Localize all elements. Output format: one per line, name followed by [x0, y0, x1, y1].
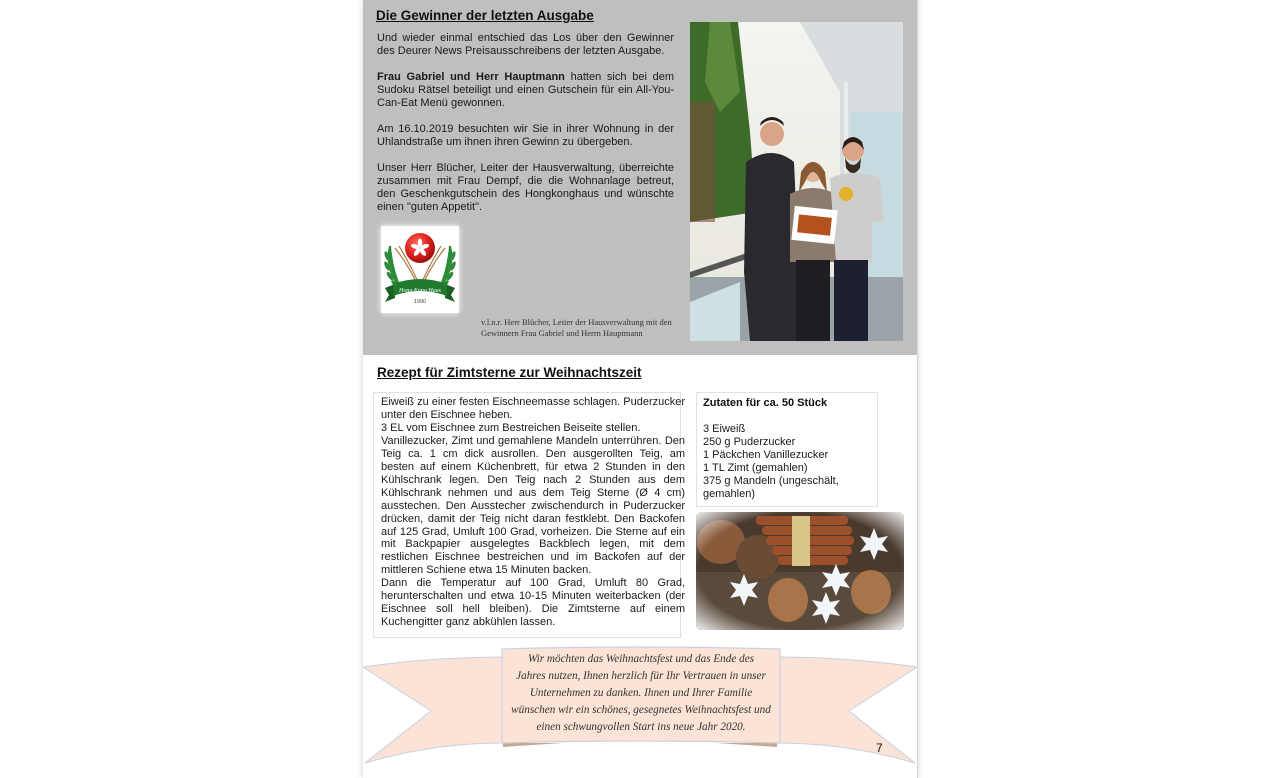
ingredient-item: 1 Päckchen Vanillezucker	[703, 449, 829, 461]
cinnamon-stars-photo	[696, 512, 904, 630]
recipe-step: 3 EL vom Eischnee zum Bestreichen Beiseite stellen.	[381, 421, 641, 434]
greeting-banner	[363, 645, 917, 778]
ingredient-item: 250 g Puderzucker	[703, 436, 796, 448]
ingredient-item: 1 TL Zimt (gemahlen)	[703, 462, 808, 474]
recipe-step: Dann die Temperatur auf 100 Grad, Umluft 80 Grad, herunterschalten und etwa 10-15 Minuten weiterbacken (der Eischnee soll hell bleiben). Die Zimtsterne auf einem Kuchengitter ganz abkühlen lassen.	[381, 577, 685, 629]
winners-paragraph-4: Unser Herr Blücher, Leiter der Hausverwaltung, überreichte zusammen mit Frau Dempf, die die Wohnanlage betreut, den Geschenkgutschein des Hongkonghaus und wünschte einen "guten Appetit".	[377, 162, 674, 213]
recipe-heading: Rezept für Zimtsterne zur Weihnachtszeit	[377, 365, 642, 380]
winners-heading: Die Gewinner der letzten Ausgabe	[376, 8, 594, 23]
logo-script-text: Hong Kong Haus	[398, 288, 442, 294]
recipe-instructions	[381, 396, 685, 629]
hong-kong-haus-logo	[381, 226, 459, 313]
ingredients-heading: Zutaten für ca. 50 Stück	[703, 397, 828, 409]
winners-names: Frau Gabriel und Herr Hauptmann	[377, 71, 565, 83]
greeting-text	[502, 651, 780, 736]
logo-year: 1990	[413, 299, 427, 305]
page-number: 7	[876, 741, 883, 755]
winners-paragraph-1: Und wieder einmal entschied das Los über den Gewinner des Deurer News Preisausschreibens der letzten Ausgabe.	[377, 32, 674, 57]
winners-paragraph-2-text: hatten sich bei dem Sudoku Rätsel beteiligt und einen Gutschein für ein All-You-Can-Eat Menü gewonnen.	[377, 71, 675, 109]
ingredient-item: 3 Eiweiß	[703, 423, 746, 435]
greeting-line: Wir möchten das Weihnachtsfest und das Ende des	[527, 653, 755, 665]
ingredient-item: 375 g Mandeln (ungeschält, gemahlen)	[703, 475, 839, 500]
winners-paragraph-2	[377, 71, 674, 110]
greeting-line: Jahres nutzen, Ihnen herzlich für Ihr Vertrauen in unser	[516, 670, 766, 682]
greeting-line: Unternehmen zu danken. Ihnen und Ihrer Familie	[529, 687, 753, 699]
document-page	[363, 0, 918, 778]
greeting-line: wünschen wir ein schönes, gesegnetes Weihnachtsfest und	[511, 704, 771, 716]
greeting-line: einen schwungvollen Start ins neue Jahr 2020.	[536, 721, 746, 733]
winners-paragraph-3: Am 16.10.2019 besuchten wir Sie in ihrer Wohnung in der Uhlandstraße um ihnen ihren Gewinn zu übergeben.	[377, 123, 674, 148]
winners-section	[363, 0, 917, 355]
recipe-step: Vanillezucker, Zimt und gemahlene Mandeln unterrühren. Den Teig ca. 1 cm dick ausrollen. Den ausgerollten Teig, am besten auf einem Küchenbrett, für etwa 2 Stunden in den Kühlschrank legen. Den Teig nach 2 Stunden aus dem Kühlschrank nehmen und aus dem Teig Sterne (Ø 4 cm) ausstechen. Den Ausstecher zwischendurch in Puderzucker drücken, damit der Teig nicht daran festklebt. Den Backofen auf 125 Grad, Umluft 100 Grad, vorheizen. Die Sterne auf ein mit Backpapier ausgelegtes Backblech legen, mit dem restlichen Eischnee bestreichen und im Backofen auf der mittleren Schiene etwa 15 Minuten backen.	[381, 434, 685, 577]
ingredients-list	[703, 423, 873, 501]
winners-photo	[690, 22, 903, 341]
recipe-instructions-box	[373, 392, 685, 638]
recipe-step: Eiweiß zu einer festen Eischneemasse schlagen. Puderzucker unter den Eischnee heben.	[381, 396, 685, 421]
photo-caption: v.l.n.r. Herr Blücher, Leiter der Hausverwaltung mit den Gewinnern Frau Gabriel und Herrn Hauptmann	[481, 317, 672, 338]
ingredients-box	[696, 392, 878, 507]
